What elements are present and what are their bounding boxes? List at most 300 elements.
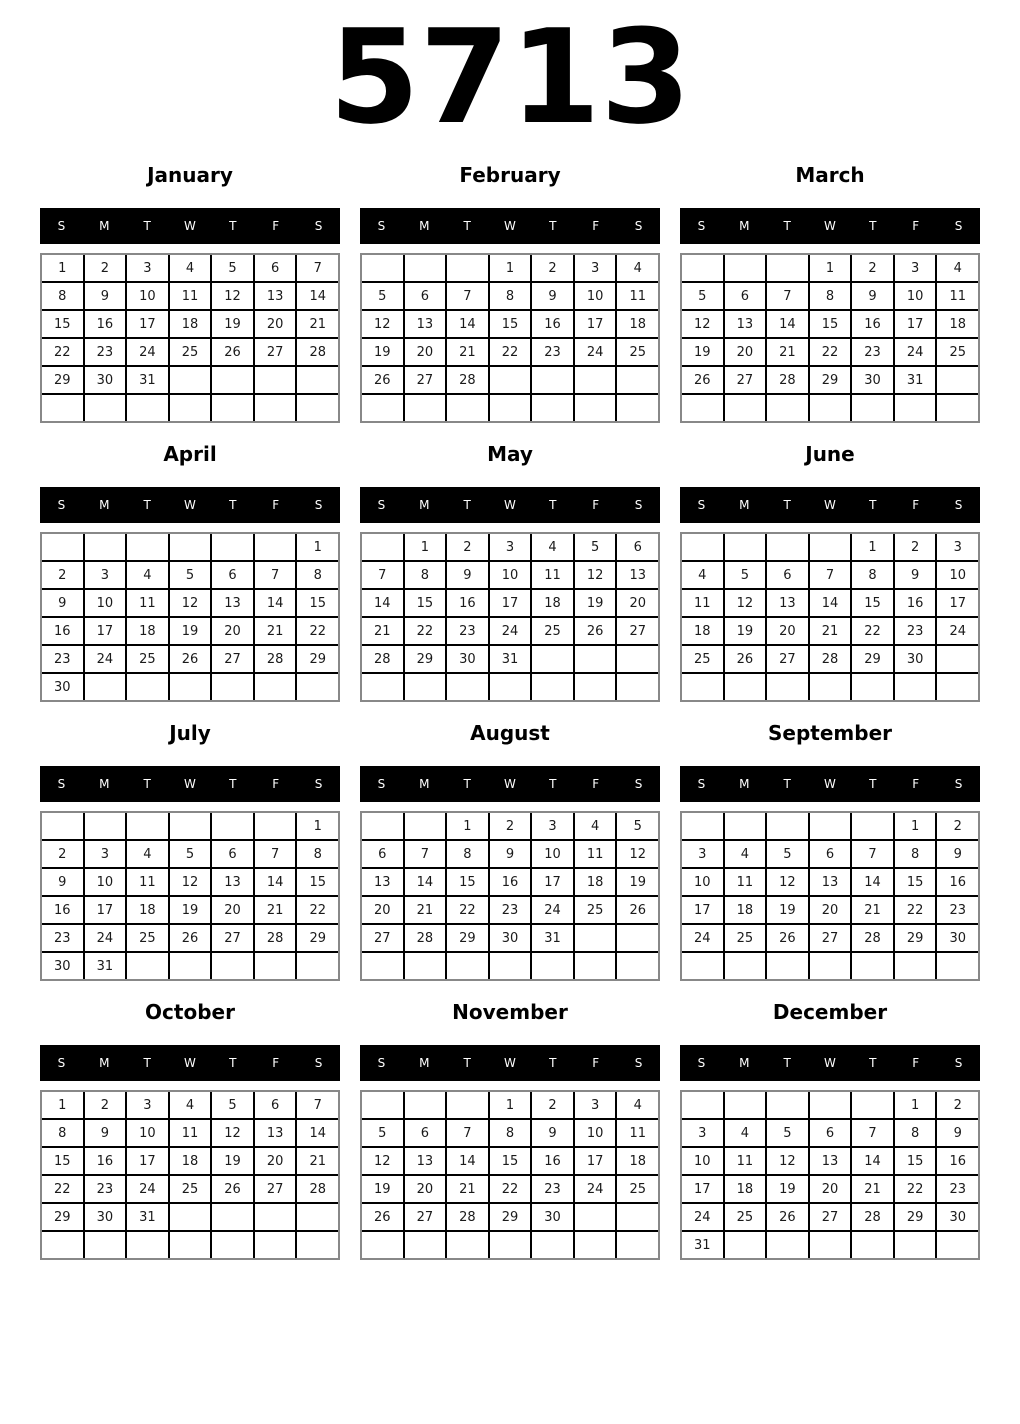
month-title: April [163, 442, 217, 466]
weekday-header-row [40, 208, 340, 244]
day-cell: 14 [255, 869, 296, 895]
day-cell: 15 [42, 1148, 83, 1174]
empty-day-cell [937, 646, 978, 672]
empty-day-cell [725, 1232, 766, 1258]
empty-day-cell [127, 813, 168, 839]
day-cell: 11 [617, 1120, 658, 1146]
month [360, 713, 660, 992]
day-cell: 14 [297, 283, 338, 309]
empty-day-cell [767, 813, 808, 839]
day-cell: 22 [42, 339, 83, 365]
day-cell: 12 [682, 311, 723, 337]
day-cell: 1 [852, 534, 893, 560]
day-cell: 6 [212, 841, 253, 867]
day-cell: 21 [405, 897, 446, 923]
month [40, 434, 340, 713]
empty-day-cell [937, 674, 978, 700]
day-cell: 2 [42, 562, 83, 588]
day-cell: 30 [85, 1204, 126, 1230]
weekday-label: S [954, 1056, 963, 1070]
empty-day-cell [725, 1092, 766, 1118]
empty-day-cell [447, 674, 488, 700]
day-cell: 22 [42, 1176, 83, 1202]
month [360, 992, 660, 1271]
month [40, 713, 340, 992]
day-cell: 3 [85, 841, 126, 867]
empty-day-cell [297, 1232, 338, 1258]
weekday-label: S [314, 1056, 323, 1070]
day-cell: 2 [447, 534, 488, 560]
day-cell: 19 [617, 869, 658, 895]
weekday-label: T [463, 1056, 471, 1070]
day-cell: 7 [405, 841, 446, 867]
day-cell: 14 [852, 1148, 893, 1174]
day-cell: 4 [170, 1092, 211, 1118]
day-cell: 27 [362, 925, 403, 951]
day-cell: 2 [42, 841, 83, 867]
day-cell: 8 [42, 1120, 83, 1146]
day-cell: 14 [852, 869, 893, 895]
day-cell: 20 [405, 339, 446, 365]
day-cell: 1 [447, 813, 488, 839]
day-cell: 9 [532, 1120, 573, 1146]
weekday-label: T [869, 777, 877, 791]
weekday-label: M [419, 219, 430, 233]
weekday-label: M [419, 498, 430, 512]
empty-day-cell [212, 395, 253, 421]
empty-day-cell [255, 674, 296, 700]
empty-day-cell [127, 953, 168, 979]
day-cell: 13 [212, 590, 253, 616]
weekday-label: T [869, 1056, 877, 1070]
day-cell: 10 [85, 590, 126, 616]
empty-day-cell [405, 813, 446, 839]
day-cell: 17 [682, 897, 723, 923]
day-cell: 29 [895, 1204, 936, 1230]
empty-day-cell [532, 367, 573, 393]
day-cell: 6 [255, 1092, 296, 1118]
day-cell: 19 [682, 339, 723, 365]
day-cell: 10 [127, 283, 168, 309]
day-cell: 19 [575, 590, 616, 616]
day-cell: 25 [682, 646, 723, 672]
day-cell: 16 [895, 590, 936, 616]
weekday-label: T [143, 777, 151, 791]
day-cell: 18 [532, 590, 573, 616]
day-cell: 4 [682, 562, 723, 588]
empty-day-cell [575, 1232, 616, 1258]
weekday-label: S [57, 1056, 66, 1070]
day-cell: 17 [490, 590, 531, 616]
day-cell: 22 [490, 339, 531, 365]
month [680, 434, 980, 713]
empty-day-cell [255, 1204, 296, 1230]
day-cell: 25 [170, 1176, 211, 1202]
weekday-header-row [680, 1045, 980, 1081]
empty-day-cell [575, 646, 616, 672]
empty-day-cell [767, 1232, 808, 1258]
empty-day-cell [42, 534, 83, 560]
day-cell: 15 [810, 311, 851, 337]
day-cell: 15 [895, 1148, 936, 1174]
weekday-header-row [40, 766, 340, 802]
day-cell: 25 [725, 925, 766, 951]
day-cell: 21 [852, 897, 893, 923]
day-cell: 6 [255, 255, 296, 281]
day-grid [680, 811, 980, 981]
empty-day-cell [575, 953, 616, 979]
day-cell: 4 [617, 1092, 658, 1118]
weekday-label: S [954, 219, 963, 233]
day-cell: 15 [490, 311, 531, 337]
day-cell: 13 [810, 1148, 851, 1174]
day-cell: 12 [617, 841, 658, 867]
day-cell: 13 [212, 869, 253, 895]
day-cell: 20 [617, 590, 658, 616]
day-cell: 31 [895, 367, 936, 393]
day-cell: 20 [362, 897, 403, 923]
empty-day-cell [490, 953, 531, 979]
day-cell: 29 [297, 925, 338, 951]
day-cell: 27 [405, 367, 446, 393]
day-cell: 7 [297, 1092, 338, 1118]
day-cell: 16 [937, 1148, 978, 1174]
day-cell: 13 [617, 562, 658, 588]
weekday-label: S [57, 498, 66, 512]
day-grid [680, 1090, 980, 1260]
month-title: August [470, 721, 550, 745]
day-cell: 26 [767, 925, 808, 951]
day-cell: 31 [85, 953, 126, 979]
day-cell: 31 [532, 925, 573, 951]
empty-day-cell [170, 1204, 211, 1230]
day-cell: 3 [682, 1120, 723, 1146]
empty-day-cell [532, 646, 573, 672]
day-cell: 30 [937, 1204, 978, 1230]
day-cell: 7 [255, 562, 296, 588]
weekday-label: W [504, 219, 516, 233]
empty-day-cell [42, 1232, 83, 1258]
day-cell: 27 [405, 1204, 446, 1230]
year-title: 5713 [329, 1, 691, 153]
day-cell: 21 [362, 618, 403, 644]
empty-day-cell [447, 953, 488, 979]
day-cell: 5 [212, 255, 253, 281]
empty-day-cell [490, 674, 531, 700]
weekday-header-row [360, 1045, 660, 1081]
day-cell: 7 [362, 562, 403, 588]
day-cell: 29 [42, 367, 83, 393]
day-cell: 1 [297, 813, 338, 839]
empty-day-cell [170, 813, 211, 839]
weekday-label: F [912, 498, 920, 512]
day-cell: 27 [767, 646, 808, 672]
day-cell: 20 [405, 1176, 446, 1202]
empty-day-cell [767, 534, 808, 560]
month-title: March [795, 163, 865, 187]
day-cell: 30 [937, 925, 978, 951]
weekday-label: F [912, 219, 920, 233]
empty-day-cell [85, 674, 126, 700]
weekday-label: T [143, 1056, 151, 1070]
month-title: June [805, 442, 855, 466]
day-cell: 9 [895, 562, 936, 588]
weekday-label: S [57, 219, 66, 233]
empty-day-cell [810, 1092, 851, 1118]
weekday-label: F [272, 1056, 280, 1070]
day-cell: 26 [575, 618, 616, 644]
weekday-label: S [314, 777, 323, 791]
day-cell: 12 [362, 1148, 403, 1174]
day-cell: 23 [490, 897, 531, 923]
day-cell: 16 [852, 311, 893, 337]
day-cell: 4 [937, 255, 978, 281]
empty-day-cell [405, 255, 446, 281]
empty-day-cell [405, 674, 446, 700]
empty-day-cell [170, 367, 211, 393]
day-cell: 16 [447, 590, 488, 616]
weekday-label: W [184, 219, 196, 233]
empty-day-cell [725, 255, 766, 281]
weekday-label: T [463, 498, 471, 512]
day-grid [40, 532, 340, 702]
empty-day-cell [212, 953, 253, 979]
empty-day-cell [532, 395, 573, 421]
empty-day-cell [767, 953, 808, 979]
day-cell: 25 [937, 339, 978, 365]
day-cell: 29 [447, 925, 488, 951]
day-cell: 28 [852, 925, 893, 951]
month [40, 992, 340, 1271]
weekday-header-row [40, 487, 340, 523]
empty-day-cell [575, 395, 616, 421]
empty-day-cell [852, 395, 893, 421]
day-cell: 26 [617, 897, 658, 923]
empty-day-cell [447, 395, 488, 421]
day-cell: 23 [42, 925, 83, 951]
day-cell: 9 [937, 1120, 978, 1146]
day-cell: 15 [42, 311, 83, 337]
day-cell: 16 [85, 1148, 126, 1174]
day-cell: 1 [490, 1092, 531, 1118]
weekday-label: W [184, 777, 196, 791]
empty-day-cell [810, 674, 851, 700]
day-cell: 3 [575, 1092, 616, 1118]
day-cell: 9 [85, 1120, 126, 1146]
day-cell: 17 [895, 311, 936, 337]
day-cell: 24 [127, 1176, 168, 1202]
day-cell: 24 [532, 897, 573, 923]
day-cell: 1 [405, 534, 446, 560]
day-cell: 2 [490, 813, 531, 839]
weekday-label: T [549, 1056, 557, 1070]
weekday-label: S [377, 1056, 386, 1070]
day-cell: 6 [405, 1120, 446, 1146]
empty-day-cell [767, 255, 808, 281]
day-cell: 29 [810, 367, 851, 393]
empty-day-cell [532, 1232, 573, 1258]
day-cell: 6 [617, 534, 658, 560]
day-cell: 13 [255, 283, 296, 309]
empty-day-cell [297, 395, 338, 421]
day-cell: 14 [810, 590, 851, 616]
day-cell: 1 [810, 255, 851, 281]
day-cell: 23 [85, 1176, 126, 1202]
day-cell: 20 [725, 339, 766, 365]
empty-day-cell [362, 534, 403, 560]
day-cell: 20 [212, 618, 253, 644]
empty-day-cell [682, 953, 723, 979]
day-cell: 17 [127, 311, 168, 337]
day-cell: 24 [490, 618, 531, 644]
day-cell: 18 [725, 1176, 766, 1202]
day-cell: 5 [725, 562, 766, 588]
day-cell: 20 [255, 1148, 296, 1174]
day-cell: 22 [297, 897, 338, 923]
month-title: February [459, 163, 561, 187]
day-cell: 21 [447, 339, 488, 365]
day-cell: 30 [532, 1204, 573, 1230]
day-cell: 30 [852, 367, 893, 393]
empty-day-cell [362, 674, 403, 700]
month-title: November [452, 1000, 568, 1024]
day-cell: 23 [852, 339, 893, 365]
day-cell: 6 [810, 841, 851, 867]
day-cell: 25 [617, 339, 658, 365]
day-cell: 28 [297, 1176, 338, 1202]
day-cell: 5 [617, 813, 658, 839]
day-cell: 7 [852, 1120, 893, 1146]
empty-day-cell [405, 1232, 446, 1258]
day-cell: 19 [362, 339, 403, 365]
day-cell: 30 [895, 646, 936, 672]
day-cell: 4 [127, 841, 168, 867]
weekday-label: T [869, 498, 877, 512]
empty-day-cell [362, 395, 403, 421]
weekday-label: M [739, 498, 750, 512]
day-cell: 3 [127, 1092, 168, 1118]
day-cell: 30 [490, 925, 531, 951]
weekday-label: S [377, 498, 386, 512]
weekday-label: T [783, 777, 791, 791]
weekday-label: M [99, 219, 110, 233]
day-cell: 1 [895, 813, 936, 839]
day-cell: 1 [895, 1092, 936, 1118]
day-cell: 8 [490, 1120, 531, 1146]
day-cell: 28 [447, 1204, 488, 1230]
empty-day-cell [895, 395, 936, 421]
empty-day-cell [362, 953, 403, 979]
day-cell: 30 [42, 674, 83, 700]
day-cell: 2 [532, 255, 573, 281]
day-cell: 21 [255, 618, 296, 644]
empty-day-cell [937, 953, 978, 979]
day-cell: 31 [682, 1232, 723, 1258]
day-cell: 4 [617, 255, 658, 281]
day-cell: 18 [575, 869, 616, 895]
weekday-label: S [634, 1056, 643, 1070]
day-cell: 2 [852, 255, 893, 281]
day-cell: 3 [937, 534, 978, 560]
empty-day-cell [852, 953, 893, 979]
day-grid [680, 253, 980, 423]
empty-day-cell [85, 534, 126, 560]
day-grid [360, 532, 660, 702]
day-cell: 22 [895, 1176, 936, 1202]
empty-day-cell [725, 953, 766, 979]
day-cell: 26 [682, 367, 723, 393]
day-cell: 22 [490, 1176, 531, 1202]
day-cell: 23 [937, 1176, 978, 1202]
day-cell: 13 [405, 311, 446, 337]
day-cell: 31 [490, 646, 531, 672]
empty-day-cell [255, 1232, 296, 1258]
empty-day-cell [362, 255, 403, 281]
day-cell: 20 [212, 897, 253, 923]
weekday-label: W [824, 498, 836, 512]
day-cell: 16 [42, 618, 83, 644]
empty-day-cell [575, 674, 616, 700]
empty-day-cell [362, 813, 403, 839]
month-title: December [772, 1000, 888, 1024]
day-cell: 2 [85, 255, 126, 281]
empty-day-cell [255, 534, 296, 560]
day-cell: 13 [362, 869, 403, 895]
day-cell: 15 [297, 869, 338, 895]
day-grid [40, 811, 340, 981]
day-cell: 7 [447, 1120, 488, 1146]
day-cell: 4 [725, 1120, 766, 1146]
weekday-label: M [739, 219, 750, 233]
day-cell: 5 [212, 1092, 253, 1118]
day-cell: 17 [575, 1148, 616, 1174]
empty-day-cell [490, 367, 531, 393]
day-cell: 24 [575, 339, 616, 365]
day-cell: 24 [575, 1176, 616, 1202]
day-cell: 9 [42, 590, 83, 616]
day-cell: 16 [490, 869, 531, 895]
weekday-label: F [272, 498, 280, 512]
day-grid [360, 253, 660, 423]
day-cell: 24 [682, 925, 723, 951]
month-title: September [768, 721, 892, 745]
day-cell: 7 [447, 283, 488, 309]
weekday-label: S [954, 777, 963, 791]
day-cell: 5 [362, 283, 403, 309]
month-title: July [169, 721, 211, 745]
day-cell: 21 [297, 1148, 338, 1174]
day-cell: 23 [532, 339, 573, 365]
weekday-label: T [549, 498, 557, 512]
empty-day-cell [170, 674, 211, 700]
day-cell: 12 [212, 1120, 253, 1146]
day-cell: 18 [170, 1148, 211, 1174]
day-cell: 16 [532, 1148, 573, 1174]
day-cell: 25 [575, 897, 616, 923]
weekday-label: T [463, 777, 471, 791]
day-cell: 19 [212, 311, 253, 337]
day-grid [360, 1090, 660, 1260]
empty-day-cell [937, 395, 978, 421]
day-cell: 3 [895, 255, 936, 281]
day-cell: 7 [767, 283, 808, 309]
day-cell: 12 [170, 590, 211, 616]
day-cell: 8 [895, 1120, 936, 1146]
day-grid [680, 532, 980, 702]
empty-day-cell [255, 953, 296, 979]
day-cell: 24 [937, 618, 978, 644]
day-cell: 27 [212, 646, 253, 672]
